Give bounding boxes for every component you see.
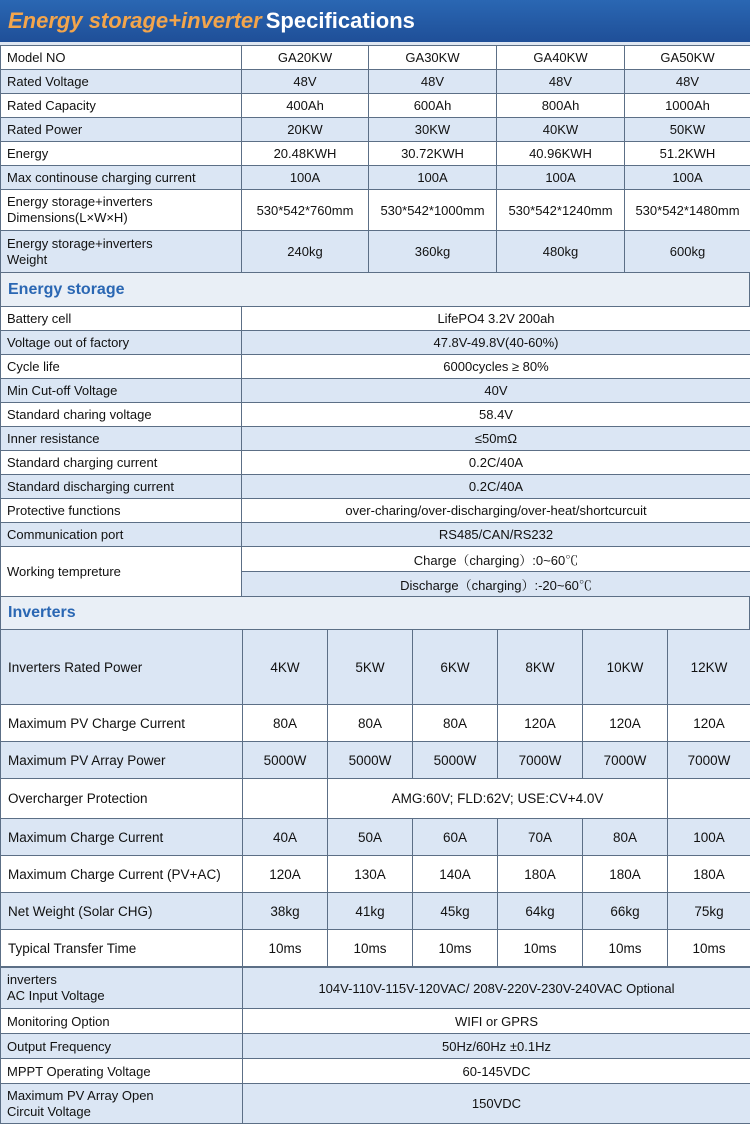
cell: 38kg [243,893,328,930]
table-row [1,523,750,547]
table-row [1,819,750,856]
table-row [1,930,750,967]
cell: 800Ah [497,94,625,118]
cell: Charge（charging）:0~60℃ [242,547,750,572]
cell: 600kg [625,231,750,273]
cell: 120A [243,856,328,893]
row-label-line: Energy storage+inverters [7,235,153,251]
spec-table [0,45,750,273]
cell: 600Ah [369,94,497,118]
table-row [1,118,750,142]
table-row [1,331,750,355]
table-row [1,1009,750,1034]
cell: 40KW [497,118,625,142]
cell: 66kg [583,893,668,930]
cell: 40.96KWH [497,142,625,166]
cell: 4KW [243,630,328,705]
row-label: Maximum PV Array Power [1,742,243,779]
row-label: Net Weight (Solar CHG) [1,893,243,930]
row-label-line: Dimensions(L×W×H) [7,210,128,225]
cell: 180A [583,856,668,893]
cell: 1000Ah [625,94,750,118]
row-label: Output Frequency [1,1034,243,1059]
row-label: Maximum PV Charge Current [1,705,243,742]
cell: 80A [583,819,668,856]
row-label: Energy [1,142,242,166]
row-label: Overcharger Protection [1,779,243,819]
cell: 120A [583,705,668,742]
inverter-general-table [0,967,750,1124]
cell: Discharge（charging）:-20~60℃ [242,572,750,597]
row-label-line: Energy storage+inverters [7,194,153,209]
row-label: Voltage out of factory [1,331,242,355]
cell: WIFI or GPRS [243,1009,750,1034]
table-row [1,427,750,451]
cell: 100A [497,166,625,190]
cell: 48V [497,70,625,94]
row-label: Standard charing voltage [1,403,242,427]
cell: 150VDC [243,1084,750,1124]
row-label: Cycle life [1,355,242,379]
cell: 5000W [413,742,498,779]
cell: GA40KW [497,46,625,70]
table-row [1,475,750,499]
table-row [1,742,750,779]
cell: 100A [668,819,750,856]
row-label: Protective functions [1,499,242,523]
section-heading-inverters: Inverters [0,597,750,629]
cell: 20.48KWH [242,142,369,166]
cell: 48V [369,70,497,94]
cell: 48V [625,70,750,94]
cell: 530*542*760mm [242,190,369,231]
cell: 10ms [243,930,328,967]
cell: 8KW [498,630,583,705]
table-row [1,705,750,742]
row-label: Standard charging current [1,451,242,475]
row-label: Rated Capacity [1,94,242,118]
row-label [1,1084,243,1124]
row-label-line: inverters [7,972,57,987]
table-row [1,630,750,705]
cell: 0.2C/40A [242,451,750,475]
cell: 58.4V [242,403,750,427]
table-row [1,307,750,331]
title-part1: Energy storage+inverter [8,8,262,33]
table-row [1,1059,750,1084]
row-label: Monitoring Option [1,1009,243,1034]
cell: 12KW [668,630,750,705]
row-label: Standard discharging current [1,475,242,499]
cell: 5KW [328,630,413,705]
row-label-line: Weight [7,251,48,267]
cell: 47.8V-49.8V(40-60%) [242,331,750,355]
cell: 530*542*1240mm [497,190,625,231]
table-row [1,893,750,930]
table-row [1,779,750,819]
cell: 130A [328,856,413,893]
table-row [1,856,750,893]
table-row [1,166,750,190]
row-label: Max continouse charging current [1,166,242,190]
cell: 10ms [328,930,413,967]
cell: 240kg [242,231,369,273]
row-label: Rated Voltage [1,70,242,94]
cell [243,779,328,819]
cell: 100A [242,166,369,190]
cell: 80A [328,705,413,742]
cell: 10ms [583,930,668,967]
cell: AMG:60V; FLD:62V; USE:CV+4.0V [328,779,668,819]
cell: 80A [243,705,328,742]
row-label: Typical Transfer Time [1,930,243,967]
cell: 7000W [668,742,750,779]
row-label [1,231,242,273]
row-label: Rated Power [1,118,242,142]
cell: 360kg [369,231,497,273]
cell: 64kg [498,893,583,930]
table-row [1,968,750,1009]
cell: 51.2KWH [625,142,750,166]
cell: 50A [328,819,413,856]
cell: GA20KW [242,46,369,70]
cell: 40V [242,379,750,403]
cell: 48V [242,70,369,94]
row-label: Communication port [1,523,242,547]
cell: 104V-110V-115V-120VAC/ 208V-220V-230V-240VAC Optional [243,968,750,1009]
cell: 530*542*1000mm [369,190,497,231]
cell: 40A [243,819,328,856]
cell: 0.2C/40A [242,475,750,499]
cell: 7000W [498,742,583,779]
row-label: Battery cell [1,307,242,331]
cell: 5000W [243,742,328,779]
cell: 5000W [328,742,413,779]
cell: 30KW [369,118,497,142]
cell: 45kg [413,893,498,930]
row-label: Model NO [1,46,242,70]
row-label [1,968,243,1009]
section-heading-energy-storage: Energy storage [0,273,750,306]
cell: 180A [498,856,583,893]
row-label-line: Circuit Voltage [7,1103,91,1119]
cell: 100A [625,166,750,190]
row-label-line: AC Input Voltage [7,988,105,1003]
cell: 140A [413,856,498,893]
table-row [1,142,750,166]
table-row [1,190,750,231]
title-part2: Specifications [265,8,415,33]
row-label: Working tempreture [1,547,242,597]
cell: GA50KW [625,46,750,70]
table-row [1,379,750,403]
cell: 50Hz/60Hz ±0.1Hz [243,1034,750,1059]
row-label-line: Maximum PV Array Open [7,1087,154,1103]
cell: 70A [498,819,583,856]
cell: 10ms [668,930,750,967]
table-row [1,355,750,379]
cell: 50KW [625,118,750,142]
table-row [1,1034,750,1059]
table-row [1,547,750,572]
cell: 30.72KWH [369,142,497,166]
cell: 120A [668,705,750,742]
cell: 180A [668,856,750,893]
row-label [1,190,242,231]
cell: 100A [369,166,497,190]
cell: 80A [413,705,498,742]
cell: LifePO4 3.2V 200ah [242,307,750,331]
inverters-table [0,629,750,967]
cell: 10ms [413,930,498,967]
cell [668,779,750,819]
cell: 6KW [413,630,498,705]
cell: 10ms [498,930,583,967]
cell: 480kg [497,231,625,273]
cell: 120A [498,705,583,742]
table-row [1,403,750,427]
cell: ≤50mΩ [242,427,750,451]
row-label: MPPT Operating Voltage [1,1059,243,1084]
energy-storage-table [0,306,750,597]
row-label: Inner resistance [1,427,242,451]
row-label: Inverters Rated Power [1,630,243,705]
cell: 60-145VDC [243,1059,750,1084]
row-label: Min Cut-off Voltage [1,379,242,403]
cell: RS485/CAN/RS232 [242,523,750,547]
row-label: Maximum Charge Current [1,819,243,856]
table-row [1,1084,750,1124]
cell: 75kg [668,893,750,930]
cell: 20KW [242,118,369,142]
cell: over-charing/over-discharging/over-heat/shortcurcuit [242,499,750,523]
title-banner [0,0,750,45]
cell: 6000cycles ≥ 80% [242,355,750,379]
cell: GA30KW [369,46,497,70]
cell: 530*542*1480mm [625,190,750,231]
table-row [1,46,750,70]
table-row [1,94,750,118]
cell: 10KW [583,630,668,705]
cell: 60A [413,819,498,856]
table-row [1,70,750,94]
table-row [1,499,750,523]
cell: 7000W [583,742,668,779]
cell: 41kg [328,893,413,930]
table-row [1,451,750,475]
cell: 400Ah [242,94,369,118]
table-row [1,231,750,273]
row-label: Maximum Charge Current (PV+AC) [1,856,243,893]
